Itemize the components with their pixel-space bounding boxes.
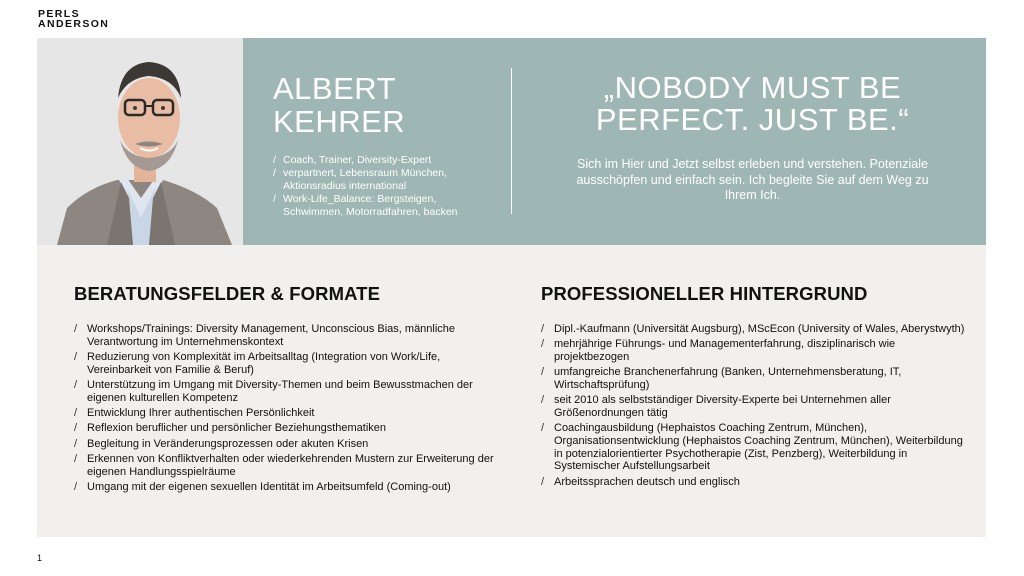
portrait-illustration — [37, 38, 243, 245]
brand-logo-line-1: PERLS — [38, 8, 81, 20]
professional-background-list — [541, 323, 971, 491]
motto-quote: „NOBODY MUST BE PERFECT. JUST BE.“ — [595, 70, 910, 137]
list-item: / Unterstützung im Umgang mit Diversity-Themen und beim Bewusstmachen der eigenen kulturellen Kompetenz — [74, 379, 494, 404]
list-item: / Reflexion beruflicher und persönlicher Beziehungsthematiken — [74, 422, 494, 435]
profile-fact: / Work-Life_Balance: Bergsteigen, Schwimmen, Motorradfahren, backen — [273, 193, 498, 219]
section-title-consulting-fields: BERATUNGSFELDER & FORMATE — [74, 283, 381, 304]
list-item: / Umgang mit der eigenen sexuellen Identität im Arbeitsumfeld (Coming-out) — [74, 481, 494, 494]
profile-fact: / Coach, Trainer, Diversity-Expert — [273, 154, 498, 167]
consulting-fields-list — [74, 323, 494, 497]
portrait-photo — [37, 38, 243, 245]
profile-fact: / verpartnert, Lebensraum München, Aktionsradius international — [273, 167, 498, 193]
list-item: / Workshops/Trainings: Diversity Management, Unconscious Bias, männliche Verantwortung im Unternehmenskontext — [74, 323, 494, 348]
profile-facts-list — [273, 154, 498, 219]
brand-logo — [38, 9, 109, 29]
list-item: / Begleitung in Veränderungsprozessen oder akuten Krisen — [74, 438, 494, 451]
list-item: / mehrjährige Führungs- und Managementerfahrung, disziplinarisch wie projektbezogen — [541, 338, 971, 363]
motto-subtext: Sich im Hier und Jetzt selbst erleben und verstehen. Potenziale ausschöpfen und einfach sein. Ich begleite Sie auf dem Weg zu Ihrem Ich. — [576, 157, 929, 202]
brand-logo-line-2: ANDERSON — [38, 18, 110, 30]
list-item: / Entwicklung Ihrer authentischen Persönlichkeit — [74, 407, 494, 420]
list-item: / Reduzierung von Komplexität im Arbeitsalltag (Integration von Work/Life, Vereinbarkeit von Familie & Beruf) — [74, 351, 494, 376]
list-item: / Dipl.-Kaufmann (Universität Augsburg), MScEcon (University of Wales, Aberystwyth) — [541, 323, 971, 336]
list-item: / Coachingausbildung (Hephaistos Coaching Zentrum, München), Organisationsentwicklung (Hephaistos Coaching Zentrum, München), Weiterbildung in potenzialorientierter Psychotherapie (Zist, Penzberg), Weiterbildung in Systemischer Aufstellungsarbeit — [541, 422, 971, 472]
profile-name: ALBERT KEHRER — [273, 71, 406, 139]
page-number: 1 — [37, 553, 43, 563]
list-item: / Arbeitssprachen deutsch und englisch — [541, 476, 971, 489]
section-title-professional-background: PROFESSIONELLER HINTERGRUND — [541, 283, 868, 304]
header-divider — [511, 68, 512, 214]
list-item: / Erkennen von Konfliktverhalten oder wiederkehrenden Mustern zur Erweiterung der eigenen Handlungsspielräume — [74, 453, 494, 478]
list-item: / seit 2010 als selbstständiger Diversity-Experte bei Unternehmen aller Größenordnungen tätig — [541, 394, 971, 419]
list-item: / umfangreiche Branchenerfahrung (Banken, Unternehmensberatung, IT, Wirtschaftsprüfung) — [541, 366, 971, 391]
